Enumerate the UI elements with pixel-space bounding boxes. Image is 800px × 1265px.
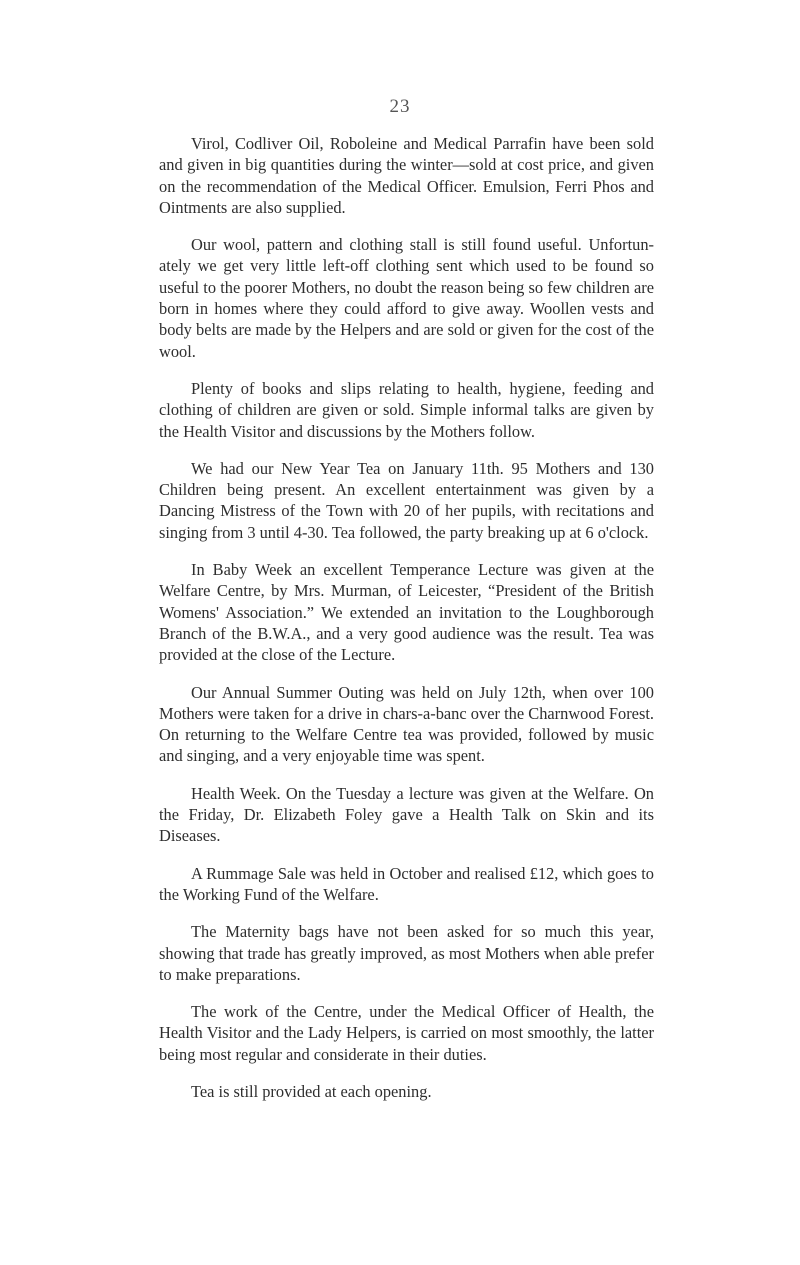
- paragraph-summer-outing: Our Annual Summer Outing was held on July 12th, when over 100 Mothers were taken for a drive in chars-a-banc over the Charnwood Forest. On returning to the Welfare Centre tea was provided, followed by music and singing, and a very enjoyable time was spent.: [159, 682, 654, 766]
- paragraph-books-talks: Plenty of books and slips relating to health, hygiene, feeding and clothing of children are given or sold. Simple informal talks are given by the Health Visitor and discussions by the Mothers follow.: [159, 378, 654, 441]
- paragraph-health-week: Health Week. On the Tuesday a lecture was given at the Welfare. On the Friday, Dr. Elizabeth Foley gave a Health Talk on Skin and its Diseases.: [159, 783, 654, 846]
- paragraph-remedies: Virol, Codliver Oil, Roboleine and Medical Parrafin have been sold and given in big quantities during the winter—sold at cost price, and given on the recommendation of the Medical Officer. Emulsion, Ferri Phos and Ointments are also supplied.: [159, 134, 654, 217]
- paragraph-clothing-stall: Our wool, pattern and clothing stall is still found useful. Unfortun-ately we get very little left-off clothing sent which used to be found so useful to the poorer Mothers, no doubt the reason being so few children are born in homes where they could afford to give away. Woollen vests and body belts are made by the Helpers and are sold or given for the cost of the wool.: [159, 235, 654, 361]
- paragraph-baby-week: In Baby Week an excellent Temperance Lecture was given at the Welfare Centre, by Mrs. Murman, of Leicester, “President of the British Womens' Association.” We extended an invitation to the Loughborough Branch of the B.W.A., and a very good audience was the result. Tea was provided at the close of the Lecture.: [159, 560, 654, 665]
- body-text: [159, 133, 654, 1102]
- paragraph-tea: Tea is still provided at each opening.: [191, 1081, 432, 1101]
- paragraph-new-year-tea: We had our New Year Tea on January 11th. 95 Mothers and 130 Children being present. An excellent entertainment was given by a Dancing Mistress of the Town with 20 of her pupils, with recitations and singing from 3 until 4-30. Tea followed, the party breaking up at 6 o'clock.: [159, 458, 654, 542]
- page-number: 23: [389, 96, 411, 117]
- paragraph-rummage-sale: A Rummage Sale was held in October and realised £12, which goes to the Working Fund of the Welfare.: [159, 863, 654, 904]
- paragraph-maternity-bags: The Maternity bags have not been asked for so much this year, showing that trade has greatly improved, as most Mothers when able prefer to make preparations.: [159, 922, 654, 984]
- paragraph-centre-work: The work of the Centre, under the Medical Officer of Health, the Health Visitor and the Lady Helpers, is carried on most smoothly, the latter being most regular and considerate in their duties.: [159, 1002, 654, 1064]
